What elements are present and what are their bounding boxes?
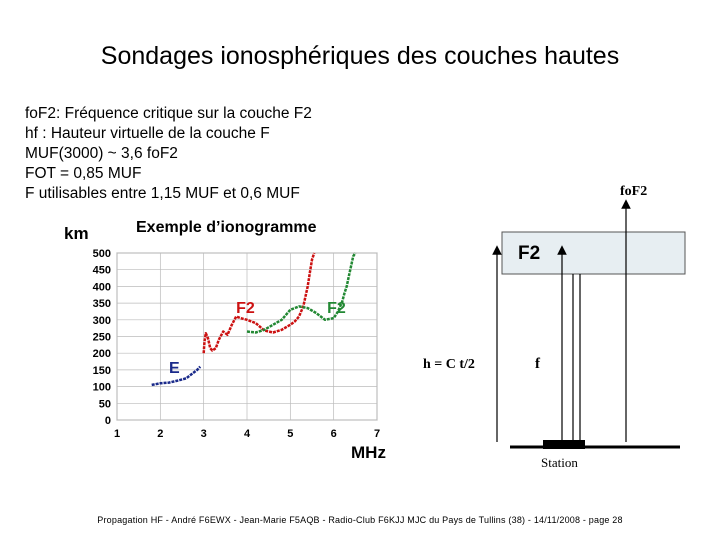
slide-title: Sondages ionosphériques des couches hautes [100,42,620,70]
bullet-list [25,104,312,204]
chart-title: Exemple d’ionogramme [136,219,317,236]
y-tick-label: 500 [92,248,111,260]
x-tick-label: 6 [330,428,337,440]
y-tick-label: 100 [92,381,111,394]
x-tick-label: 7 [373,428,381,440]
f2-layer-label: F2 [518,243,541,264]
y-tick-label: 250 [92,331,111,344]
frequency-label: f [535,356,540,372]
station-block [543,440,585,449]
bullet-usable: F utilisables entre 1,15 MUF et 0,6 MUF [25,185,300,202]
e-annotation: E [169,360,180,378]
y-tick-label: 0 [104,415,111,427]
y-tick-label: 150 [92,364,111,377]
x-tick-label: 2 [157,428,164,440]
f2-annotation-green: F2 [327,300,346,318]
bullet-hf: hf : Hauteur virtuelle de la couche F [25,125,270,142]
y-axis-label: km [64,224,89,243]
fof2-label: foF2 [620,184,648,199]
y-tick-label: 50 [98,398,111,411]
y-tick-label: 400 [92,281,111,294]
y-tick-label: 300 [92,314,111,327]
bullet-fof2: foF2: Fréquence critique sur la couche F2 [25,105,312,122]
x-tick-label: 5 [287,428,294,440]
y-tick-label: 200 [92,348,111,361]
footer-credits: Propagation HF - André F6EWX - Jean-Marie F5AQB - Radio-Club F6KJJ MJC du Pays de Tullins (38) - 14/11/2008 - page 28 [97,515,623,525]
x-tick-label: 3 [200,428,207,440]
x-axis-label: MHz [351,443,386,462]
y-tick-label: 450 [92,264,111,277]
f2-annotation-red: F2 [236,300,255,318]
virtual-height-equation: h = C t/2 [423,357,475,372]
bullet-fot: FOT = 0,85 MUF [25,165,142,182]
sounding-diagram [410,170,700,475]
station-label: Station [541,455,578,470]
bullet-muf: MUF(3000) ~ 3,6 foF2 [25,145,178,162]
x-tick-label: 4 [243,428,251,440]
y-tick-label: 350 [92,298,111,311]
ionogram-chart [70,238,410,443]
x-tick-label: 1 [113,428,121,440]
